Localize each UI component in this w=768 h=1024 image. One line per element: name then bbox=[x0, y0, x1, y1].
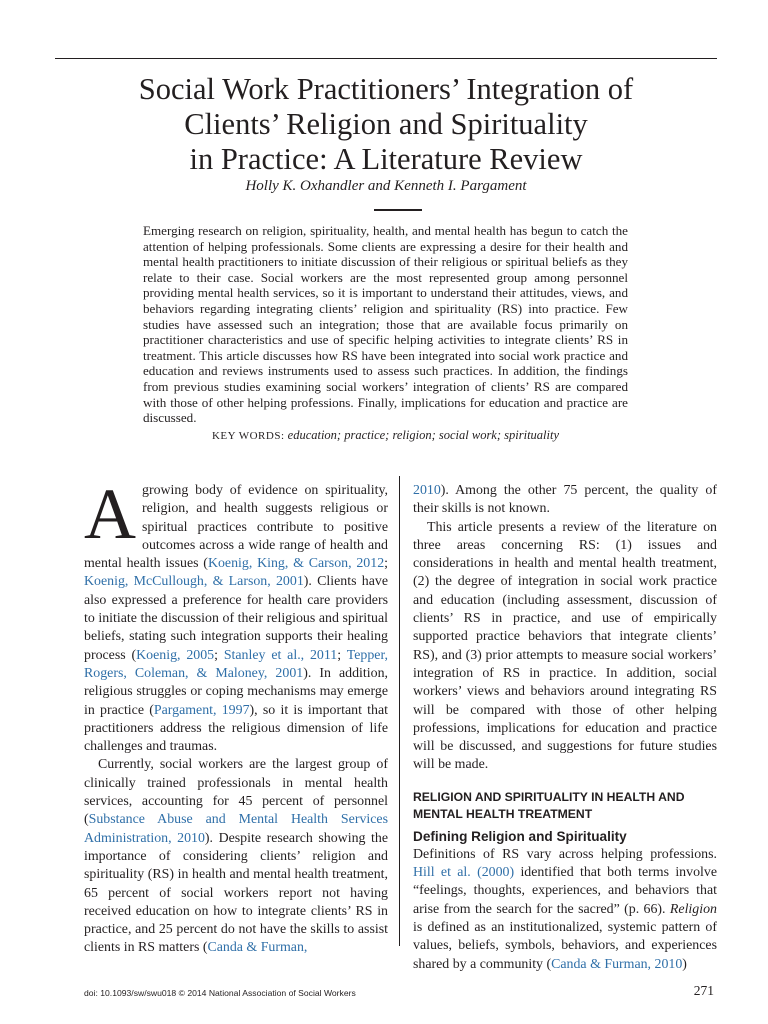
citation-link[interactable]: Koenig, 2005 bbox=[136, 647, 215, 663]
citation-link[interactable]: Pargament, 1997 bbox=[153, 702, 250, 718]
abstract: Emerging research on religion, spirituality, health, and mental health has begun to catch the attention of helping professionals. Some clients are expressing a desire for their health and mental health practitioners to initiate discussion of their religious or spiritual beliefs as they relate to their case. Social workers are the most represented group among personnel providing mental health services, so it is important to understand their attitudes, views, and behaviors regarding integrating clients’ religion and spirituality (RS) into practice. Few studies have assessed such an integration; those that are available focus primarily on practitioner characteristics and use of specific helping activities to integrate clients’ RS in treatment. This article discusses how RS have been integrated into social work practice and education and reviews instruments used to assess such practices. In addition, the findings from previous studies examining social workers’ integration of clients’ RS are compared with those of other helping professions. Finally, implications for education and practice are discussed. bbox=[143, 223, 628, 426]
citation-link[interactable]: Stanley et al., 2011 bbox=[223, 647, 338, 663]
citation-link[interactable]: Koenig, McCullough, & Larson, 2001 bbox=[84, 574, 304, 590]
title-divider bbox=[374, 209, 422, 211]
citation-link[interactable]: Canda & Furman, 2010 bbox=[551, 956, 683, 972]
column-divider bbox=[399, 476, 400, 946]
intro-paragraph-2: Currently, social workers are the largest group of clinically trained professionals in mental health services, accounting for 45 percent of personnel (Substance Abuse and Mental Health Services Administration, 2010). Despite research showing the importance of considering clients’ religion and spirituality (RS) in health and mental health treatment, 65 percent of social workers report not having received education on how to integrate clients’ RS in practice, and 25 percent do not have the skills to assist clients in RS matters (Canda & Furman, bbox=[84, 757, 388, 956]
subsection-heading: Defining Religion and Spirituality bbox=[413, 828, 627, 844]
footer-doi: doi: 10.1093/sw/swu018 © 2014 National Association of Social Workers bbox=[84, 988, 356, 998]
citation-link[interactable]: Hill et al. (2000) bbox=[413, 865, 515, 881]
article-title bbox=[55, 72, 717, 177]
right-column bbox=[413, 482, 717, 974]
citation-link[interactable]: 2010 bbox=[413, 483, 441, 498]
citation-link[interactable]: Substance Abuse and Mental Health Services Administration, 2010 bbox=[84, 812, 388, 846]
title-line-1: Social Work Practitioners’ Integration of bbox=[138, 72, 634, 106]
authors: Holly K. Oxhandler and Kenneth I. Pargament bbox=[245, 178, 527, 194]
keywords-label: KEY WORDS: bbox=[211, 430, 285, 442]
left-column bbox=[84, 474, 389, 958]
citation-link[interactable]: Canda & Furman, bbox=[207, 940, 308, 956]
keywords bbox=[143, 427, 628, 444]
title-line-3: in Practice: A Literature Review bbox=[189, 142, 583, 176]
continued-paragraph: 2010). Among the other 75 percent, the quality of their skills is not known. bbox=[413, 483, 717, 517]
overview-paragraph: This article presents a review of the literature on three areas concerning RS: (1) issues and considerations in health and mental health treatment, (2) the degree of integration in social work practice and education (including assessment, discussion of clients’ RS in practice, and use of empirically supported practice behaviors that integrate clients’ RS), and (3) prior attempts to measure social workers’ integration of RS in practice. In addition, social workers’ views and behaviors around integrating RS will be compared with those of other helping professions, implications for education and practice will be discussed, and suggestions for future studies will be made. bbox=[413, 519, 717, 773]
citation-link[interactable]: Koenig, King, & Carson, 2012 bbox=[207, 556, 385, 572]
page-number: 271 bbox=[693, 983, 714, 998]
section-heading: RELIGION AND SPIRITUALITY IN HEALTH AND MENTAL HEALTH TREATMENT bbox=[413, 789, 685, 821]
title-line-2: Clients’ Religion and Spirituality bbox=[184, 107, 588, 141]
intro-paragraph-1: Agrowing body of evidence on spirituality, religion, and health suggests religious or spiritual practices contribute to positive outcomes across a wide range of health and mental health issues (Koenig, King, & Carson, 2012; Koenig, McCullough, & Larson, 2001). Clients have also expressed a preference for health care providers to initiate the discussion of their religious and spiritual beliefs, stating such integration supports their healing process (Koenig, 2005; Stanley et al., 2011; Tepper, Rogers, Coleman, & Maloney, 2001). In addition, religious struggles or coping mechanisms may emerge in practice (Pargament, 1997), so it is important that practitioners address the religious dimension of life challenges and traumas. bbox=[84, 474, 389, 755]
citation-link[interactable]: Tepper, Rogers, Coleman, & Maloney, 2001 bbox=[84, 647, 388, 681]
drop-cap: A bbox=[84, 474, 136, 554]
definitions-paragraph: Definitions of RS vary across helping professions. Hill et al. (2000) identified that both terms involve “feelings, thoughts, experiences, and behaviors that arise from the search for the sacred” (p. 66). Religion is defined as an institutionalized, systemic pattern of values, beliefs, symbols, behaviors, and experiences shared by a community (Canda & Furman, 2010) bbox=[413, 846, 717, 972]
keywords-list: education; practice; religion; social work; spirituality bbox=[287, 428, 560, 442]
top-rule bbox=[55, 58, 717, 59]
